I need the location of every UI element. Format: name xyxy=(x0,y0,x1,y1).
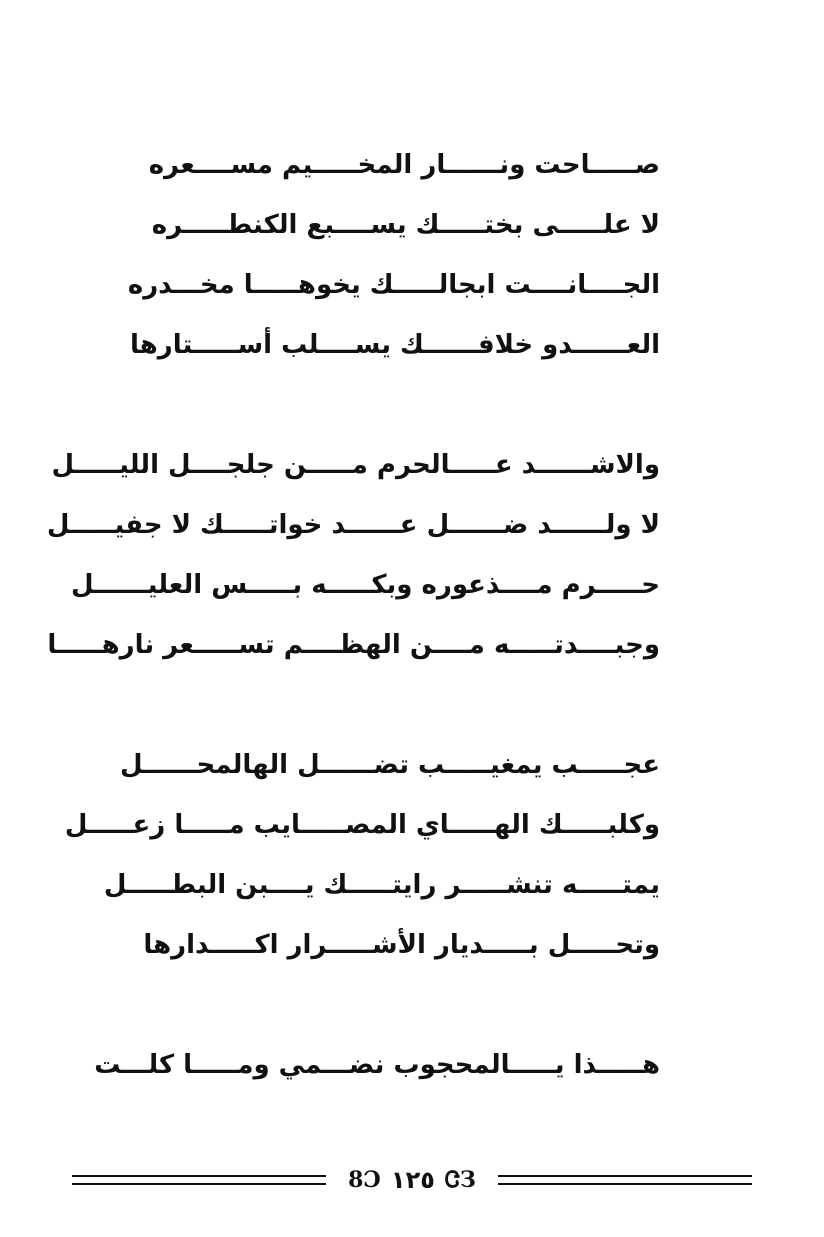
verse-line: لا ولــــــد ضــــــل عــــــد خواتـــــك لا جفيـــــل xyxy=(46,510,660,540)
verse-line: وجبــــدتـــــه مــــن الهظــــم تســـــعر نارهـــــا xyxy=(47,630,660,660)
verse-line: هـــــذا يـــــالمحجوب نضـــمي ومـــــا كلـــت xyxy=(94,1050,660,1080)
verse-line: الجــــانــــت ابجالـــــك يخوهـــــا مخـــدره xyxy=(127,270,660,300)
stanza-4 xyxy=(94,1040,660,1100)
verse-line: لا علـــــى بختـــــك يســــبع الكنطـــــره xyxy=(151,210,660,240)
ornament-left-icon: 8Ɔ xyxy=(348,1167,381,1193)
stanza-2 xyxy=(46,440,660,680)
verse-line: صـــــاحت ونــــــار المخـــــيم مســــعره xyxy=(148,150,660,180)
page-number-block xyxy=(342,1166,482,1194)
verse-line: وكلبـــــك الهـــــاي المصـــــايب مـــــا زعـــــل xyxy=(64,810,660,840)
page-footer xyxy=(72,1162,752,1198)
ornament-right-icon: ᏣЗ xyxy=(444,1167,476,1193)
stanza-3 xyxy=(64,740,660,980)
verse-line: وتحـــــل بـــــديار الأشـــــرار اكـــــدارها xyxy=(143,930,660,960)
verse-line: العــــــدو خلافــــــك يســــلب أســـــتارها xyxy=(130,330,660,360)
verse-line: عجـــــب يمغيـــــب تضــــــل الهالمحــــــل xyxy=(119,750,660,780)
verse-line: والاشــــــد عـــــالحرم مـــــن جلجــــل الليـــــل xyxy=(51,450,660,480)
poem xyxy=(46,140,660,1100)
verse-line: يمتـــــه تنشـــــر رايتـــــك يــــبن البطـــــل xyxy=(103,870,660,900)
verse-line: حـــــرم مــــذعوره وبكـــــه بـــــس العليــــــل xyxy=(71,570,660,600)
footer-rule-right xyxy=(498,1175,752,1185)
footer-rule-left xyxy=(72,1175,326,1185)
page-number: ١٢٥ xyxy=(390,1166,435,1194)
stanza-1 xyxy=(127,140,660,380)
